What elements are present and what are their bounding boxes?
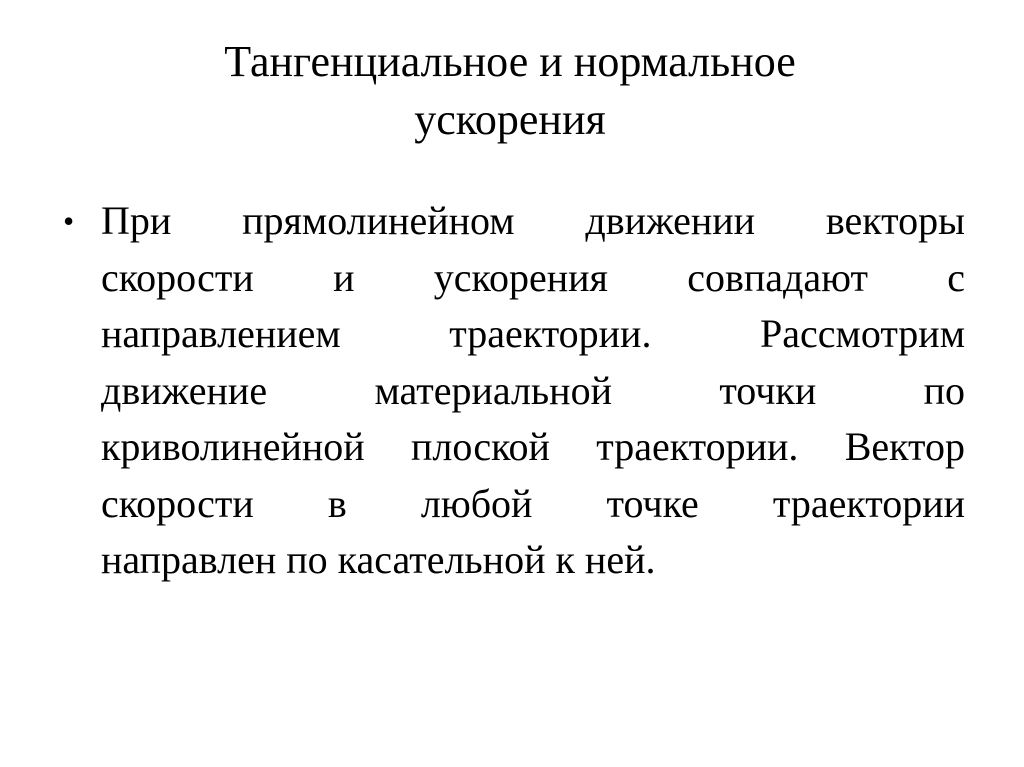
- bullet-dot-icon: •: [63, 203, 75, 239]
- bullet-list: [55, 193, 965, 589]
- bullet-item: [55, 193, 965, 589]
- slide-title: [110, 33, 910, 149]
- slide-title-line-2: ускорения: [414, 95, 606, 144]
- bullet-text-line-3: направлением траектории. Рассмотрим: [101, 311, 965, 356]
- slide-title-line-1: Тангенциальное и нормальное: [224, 37, 796, 86]
- bullet-text-line-5: криволинейной плоской траектории. Вектор: [101, 424, 965, 469]
- bullet-text-line-1: При прямолинейном движении векторы: [101, 198, 965, 243]
- bullet-text-line-4: движение материальной точки по: [101, 367, 965, 413]
- bullet-text-line-6: скорости в любой точке траектории: [101, 480, 965, 526]
- bullet-text-line-2: скорости и ускорения совпадают с: [101, 254, 965, 300]
- bullet-text-line-7: направлен по касательной к ней.: [101, 537, 656, 582]
